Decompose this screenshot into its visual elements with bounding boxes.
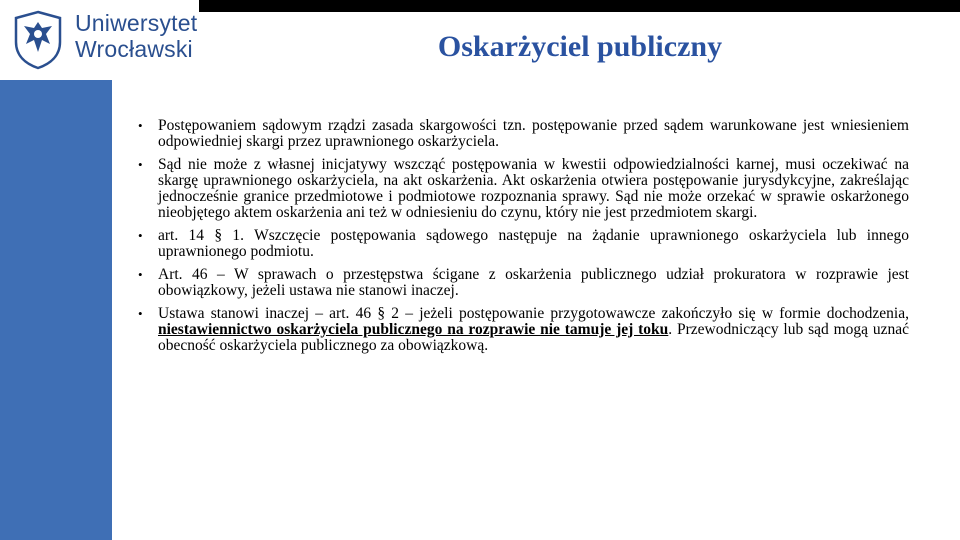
bullet-item <box>138 228 909 260</box>
bullet-text: Sąd nie może z własnej inicjatywy wszcząć postępowania w kwestii odpowiedzialności karnej, musi oczekiwać na skargę uprawnionego oskarżyciela, na akt oskarżenia. Akt oskarżenia otwiera postępowanie jurysdykcyjne, zakreślając jednocześnie granice przedmiotowe i podmiotowe rozpoznania sprawy. Sąd nie może orzekać w sprawie oskarżonego nieobjętego aktem oskarżenia ani też w odniesieniu do czynu, który nie jest przedmiotem skargi. <box>158 156 909 221</box>
bullet-list <box>138 118 909 361</box>
bullet-icon: • <box>138 118 143 133</box>
university-logo <box>0 0 199 80</box>
bullet-item <box>138 267 909 299</box>
logo-text-line2: Wrocławski <box>75 36 193 62</box>
sidebar-panel <box>0 80 112 540</box>
bullet-text-emphasis: niestawiennictwo oskarżyciela publicznego na rozprawie nie tamuje jej toku <box>158 321 669 338</box>
bullet-text-part1: Ustawa stanowi inaczej – art. 46 § 2 – jeżeli postępowanie przygotowawcze zakończyło się w formie dochodzenia, <box>158 305 909 322</box>
top-bar <box>199 0 960 12</box>
bullet-text: Art. 46 – W sprawach o przestępstwa ścigane z oskarżenia publicznego udział prokuratora w rozprawie jest obowiązkowy, jeżeli ustawa nie stanowi inaczej. <box>158 266 909 299</box>
bullet-item <box>138 118 909 150</box>
bullet-text-part2: . Przewodniczący lub sąd mogą uznać obecność oskarżyciela publicznego za obowiązkową. <box>158 321 909 354</box>
bullet-text: Postępowaniem sądowym rządzi zasada skargowości tzn. postępowanie przed sądem warunkowane jest wniesieniem odpowiedniej skargi przez uprawnionego oskarżyciela. <box>158 117 909 150</box>
bullet-text: art. 14 § 1. Wszczęcie postępowania sądowego następuje na żądanie uprawnionego oskarżyciela lub innego uprawnionego podmiotu. <box>158 227 909 260</box>
bullet-icon: • <box>138 228 143 243</box>
bullet-icon: • <box>138 306 143 321</box>
page-title: Oskarżyciel publiczny <box>437 30 723 63</box>
bullet-item <box>138 157 909 221</box>
logo-text-line1: Uniwersytet <box>75 10 198 36</box>
eagle-crest-icon <box>8 8 68 70</box>
bullet-item <box>138 306 909 354</box>
bullet-icon: • <box>138 157 143 172</box>
bullet-icon: • <box>138 267 143 282</box>
